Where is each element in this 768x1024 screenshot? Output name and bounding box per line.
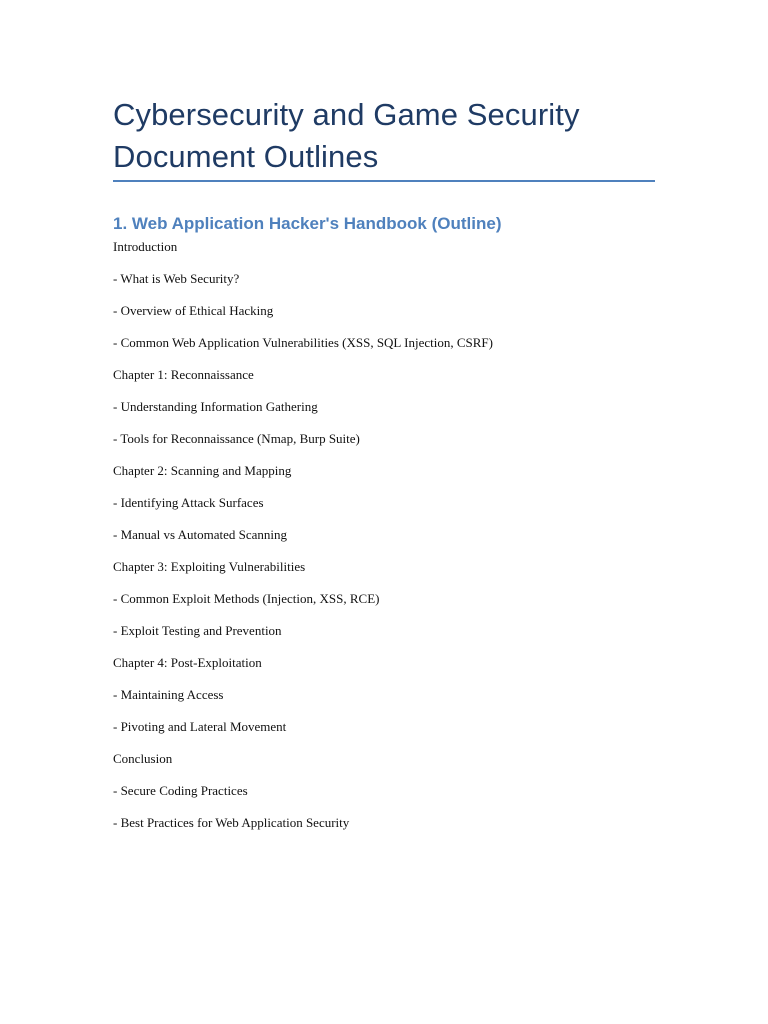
outline-line: Introduction [113, 239, 178, 254]
outline-line: - Exploit Testing and Prevention [113, 623, 282, 638]
document-title: Cybersecurity and Game Security Document Outlines [113, 97, 580, 174]
outline-list [113, 237, 493, 845]
outline-line: - Overview of Ethical Hacking [113, 303, 274, 318]
outline-line: - Best Practices for Web Application Security [113, 815, 350, 830]
outline-line: Chapter 2: Scanning and Mapping [113, 463, 292, 478]
outline-line: - Common Exploit Methods (Injection, XSS, RCE) [113, 591, 380, 606]
outline-line: Chapter 3: Exploiting Vulnerabilities [113, 559, 306, 574]
outline-line: - Pivoting and Lateral Movement [113, 719, 287, 734]
outline-line: Conclusion [113, 751, 173, 766]
outline-line: - Secure Coding Practices [113, 783, 248, 798]
outline-line: - Tools for Reconnaissance (Nmap, Burp Suite) [113, 431, 360, 446]
outline-line: - Manual vs Automated Scanning [113, 527, 288, 542]
outline-line: - Common Web Application Vulnerabilities (XSS, SQL Injection, CSRF) [113, 335, 493, 350]
outline-line: - Understanding Information Gathering [113, 399, 318, 414]
section-heading: 1. Web Application Hacker's Handbook (Outline) [113, 214, 502, 233]
outline-line: Chapter 1: Reconnaissance [113, 367, 254, 382]
outline-line: - Maintaining Access [113, 687, 224, 702]
outline-line: - Identifying Attack Surfaces [113, 495, 264, 510]
title-underline-rule [113, 180, 655, 182]
outline-line: Chapter 4: Post-Exploitation [113, 655, 262, 670]
outline-line: - What is Web Security? [113, 271, 240, 286]
